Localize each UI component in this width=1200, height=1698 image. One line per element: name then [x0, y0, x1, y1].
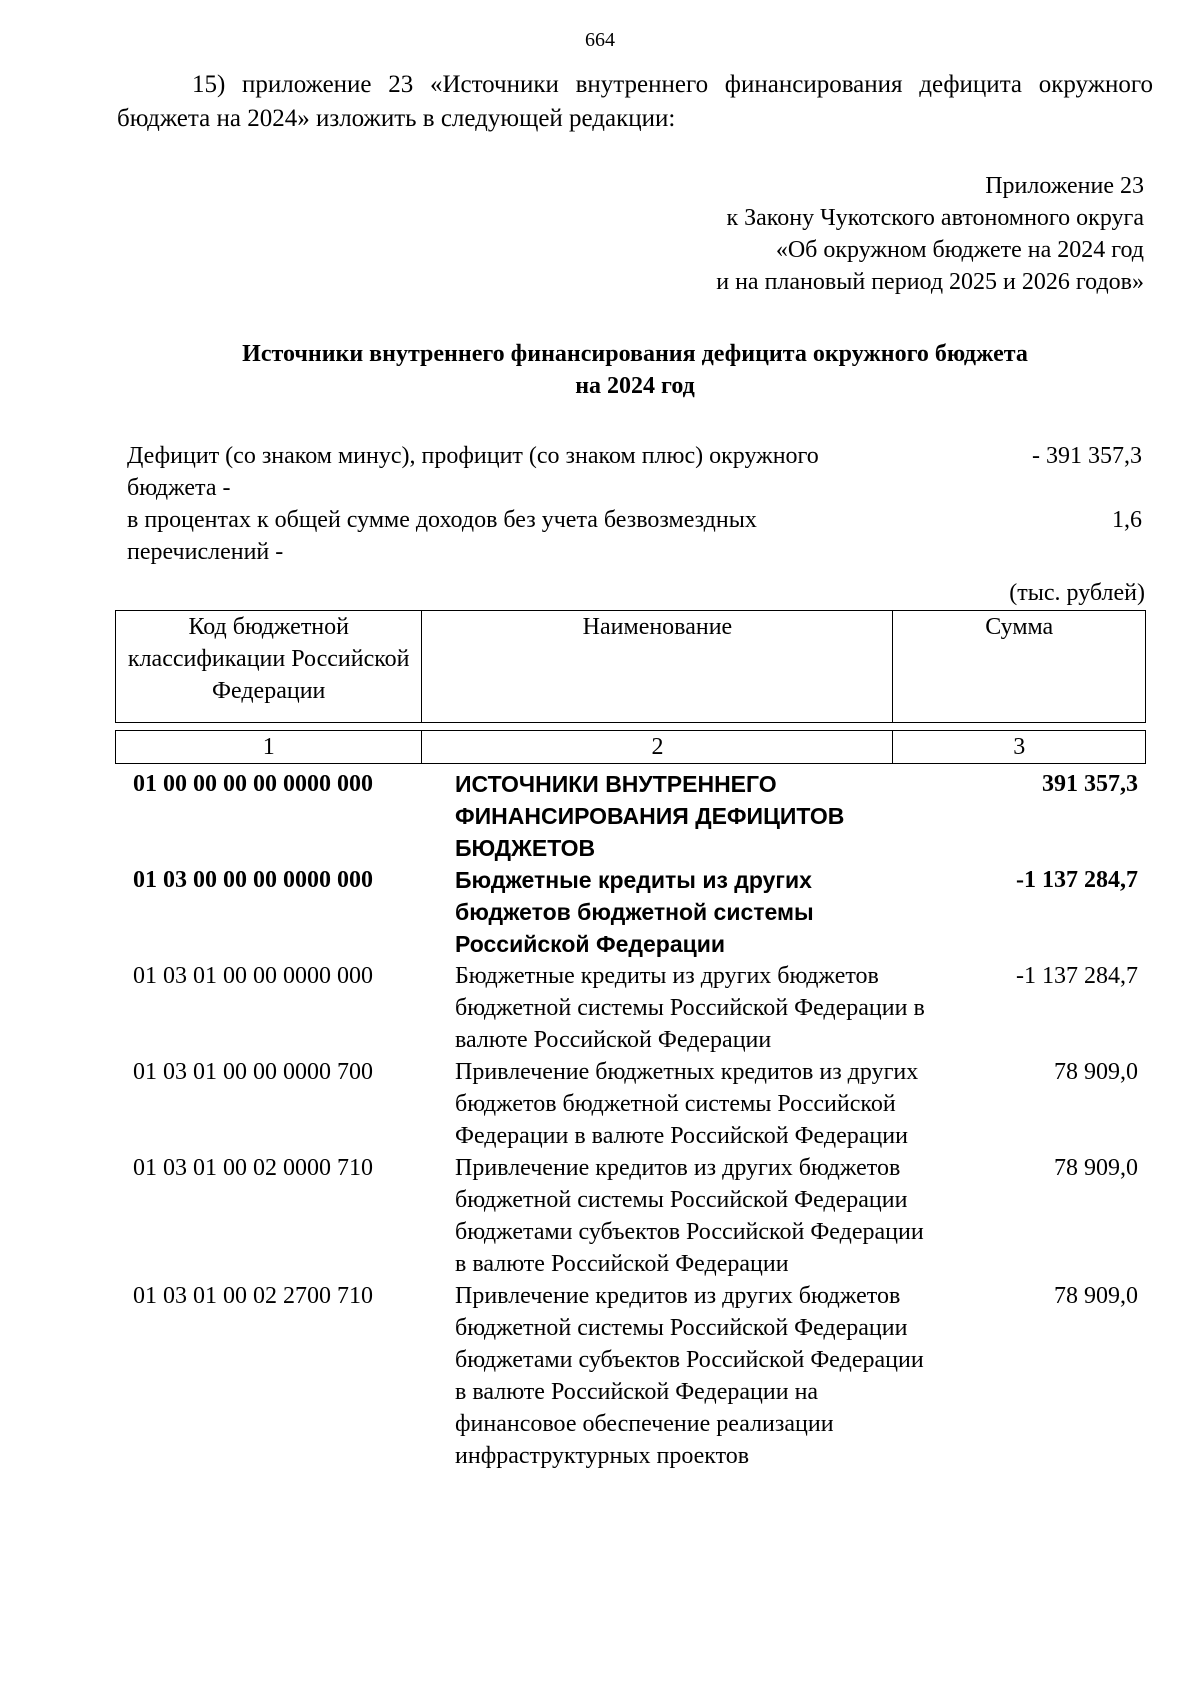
document-title — [117, 338, 1153, 402]
table-row — [115, 960, 1146, 1056]
appendix-reference — [716, 170, 1144, 298]
row-amount: -1 137 284,7 — [1016, 963, 1138, 989]
page-number: 664 — [585, 29, 615, 51]
percent-row — [127, 504, 1142, 568]
row-name: Привлечение кредитов из других бюджетов бюджетной системы Российской Федерации бюджетами субъектов Российской Федерации в валюте Российской Федерации на финансовое обеспечение реализации инфраструктурных проектов — [455, 1283, 924, 1469]
column-number: 1 — [116, 731, 422, 764]
row-amount: -1 137 284,7 — [1016, 867, 1138, 893]
table-row — [115, 768, 1146, 864]
row-code: 01 03 01 00 02 2700 710 — [133, 1283, 373, 1309]
title-line: Источники внутреннего финансирования дефицита окружного бюджета — [242, 341, 1028, 367]
title-line: на 2024 год — [575, 373, 695, 399]
column-number-row — [116, 731, 1146, 764]
row-amount: 78 909,0 — [1054, 1155, 1138, 1181]
sources-table — [115, 768, 1146, 1472]
header-name: Наименование — [422, 611, 893, 723]
deficit-value: - 391 357,3 — [1032, 443, 1142, 469]
column-number: 2 — [422, 731, 893, 764]
column-number: 3 — [893, 731, 1146, 764]
deficit-label: Дефицит (со знаком минус), профицит (со знаком плюс) окружного бюджета - — [127, 443, 819, 501]
percent-label: в процентах к общей сумме доходов без учета безвозмездных перечислений - — [127, 507, 757, 565]
table-row — [115, 1152, 1146, 1280]
header-gap — [116, 723, 1146, 731]
appendix-line: Приложение 23 — [985, 173, 1144, 199]
appendix-line: «Об окружном бюджете на 2024 год — [775, 237, 1144, 263]
header-amount: Сумма — [893, 611, 1146, 723]
row-code: 01 03 00 00 00 0000 000 — [133, 867, 373, 893]
deficit-summary — [127, 440, 1142, 568]
row-amount: 78 909,0 — [1054, 1059, 1138, 1085]
deficit-row — [127, 440, 1142, 504]
row-amount: 78 909,0 — [1054, 1283, 1138, 1309]
row-code: 01 03 01 00 02 0000 710 — [133, 1155, 373, 1181]
row-name: Привлечение бюджетных кредитов из других бюджетов бюджетной системы Российской Федерации в валюте Российской Федерации — [455, 1059, 919, 1149]
row-name: Бюджетные кредиты из других бюджетов бюджетной системы Российской Федерации в валюте Российской Федерации — [455, 963, 925, 1053]
row-name: Бюджетные кредиты из других бюджетов бюджетной системы Российской Федерации — [455, 867, 814, 957]
row-name: ИСТОЧНИКИ ВНУТРЕННЕГО ФИНАНСИРОВАНИЯ ДЕФИЦИТОВ БЮДЖЕТОВ — [455, 771, 845, 861]
row-name: Привлечение кредитов из других бюджетов бюджетной системы Российской Федерации бюджетами субъектов Российской Федерации в валюте Российской Федерации — [455, 1155, 924, 1277]
appendix-line: к Закону Чукотского автономного округа — [726, 205, 1144, 231]
table-row — [115, 1056, 1146, 1152]
header-row — [116, 611, 1146, 723]
row-code: 01 00 00 00 00 0000 000 — [133, 771, 373, 797]
table-header — [115, 610, 1146, 764]
row-amount: 391 357,3 — [1042, 771, 1138, 797]
row-code: 01 03 01 00 00 0000 700 — [133, 1059, 373, 1085]
appendix-line: и на плановый период 2025 и 2026 годов» — [716, 269, 1144, 295]
header-code: Код бюджетной классификации Российской Федерации — [116, 611, 422, 723]
table-row — [115, 864, 1146, 960]
percent-value: 1,6 — [1112, 507, 1142, 533]
table-row — [115, 1280, 1146, 1472]
intro-paragraph: 15) приложение 23 «Источники внутреннего финансирования дефицита окружного бюджета на 2024» изложить в следующей редакции: — [117, 71, 1153, 132]
row-code: 01 03 01 00 00 0000 000 — [133, 963, 373, 989]
units-label: (тыс. рублей) — [1009, 580, 1145, 606]
